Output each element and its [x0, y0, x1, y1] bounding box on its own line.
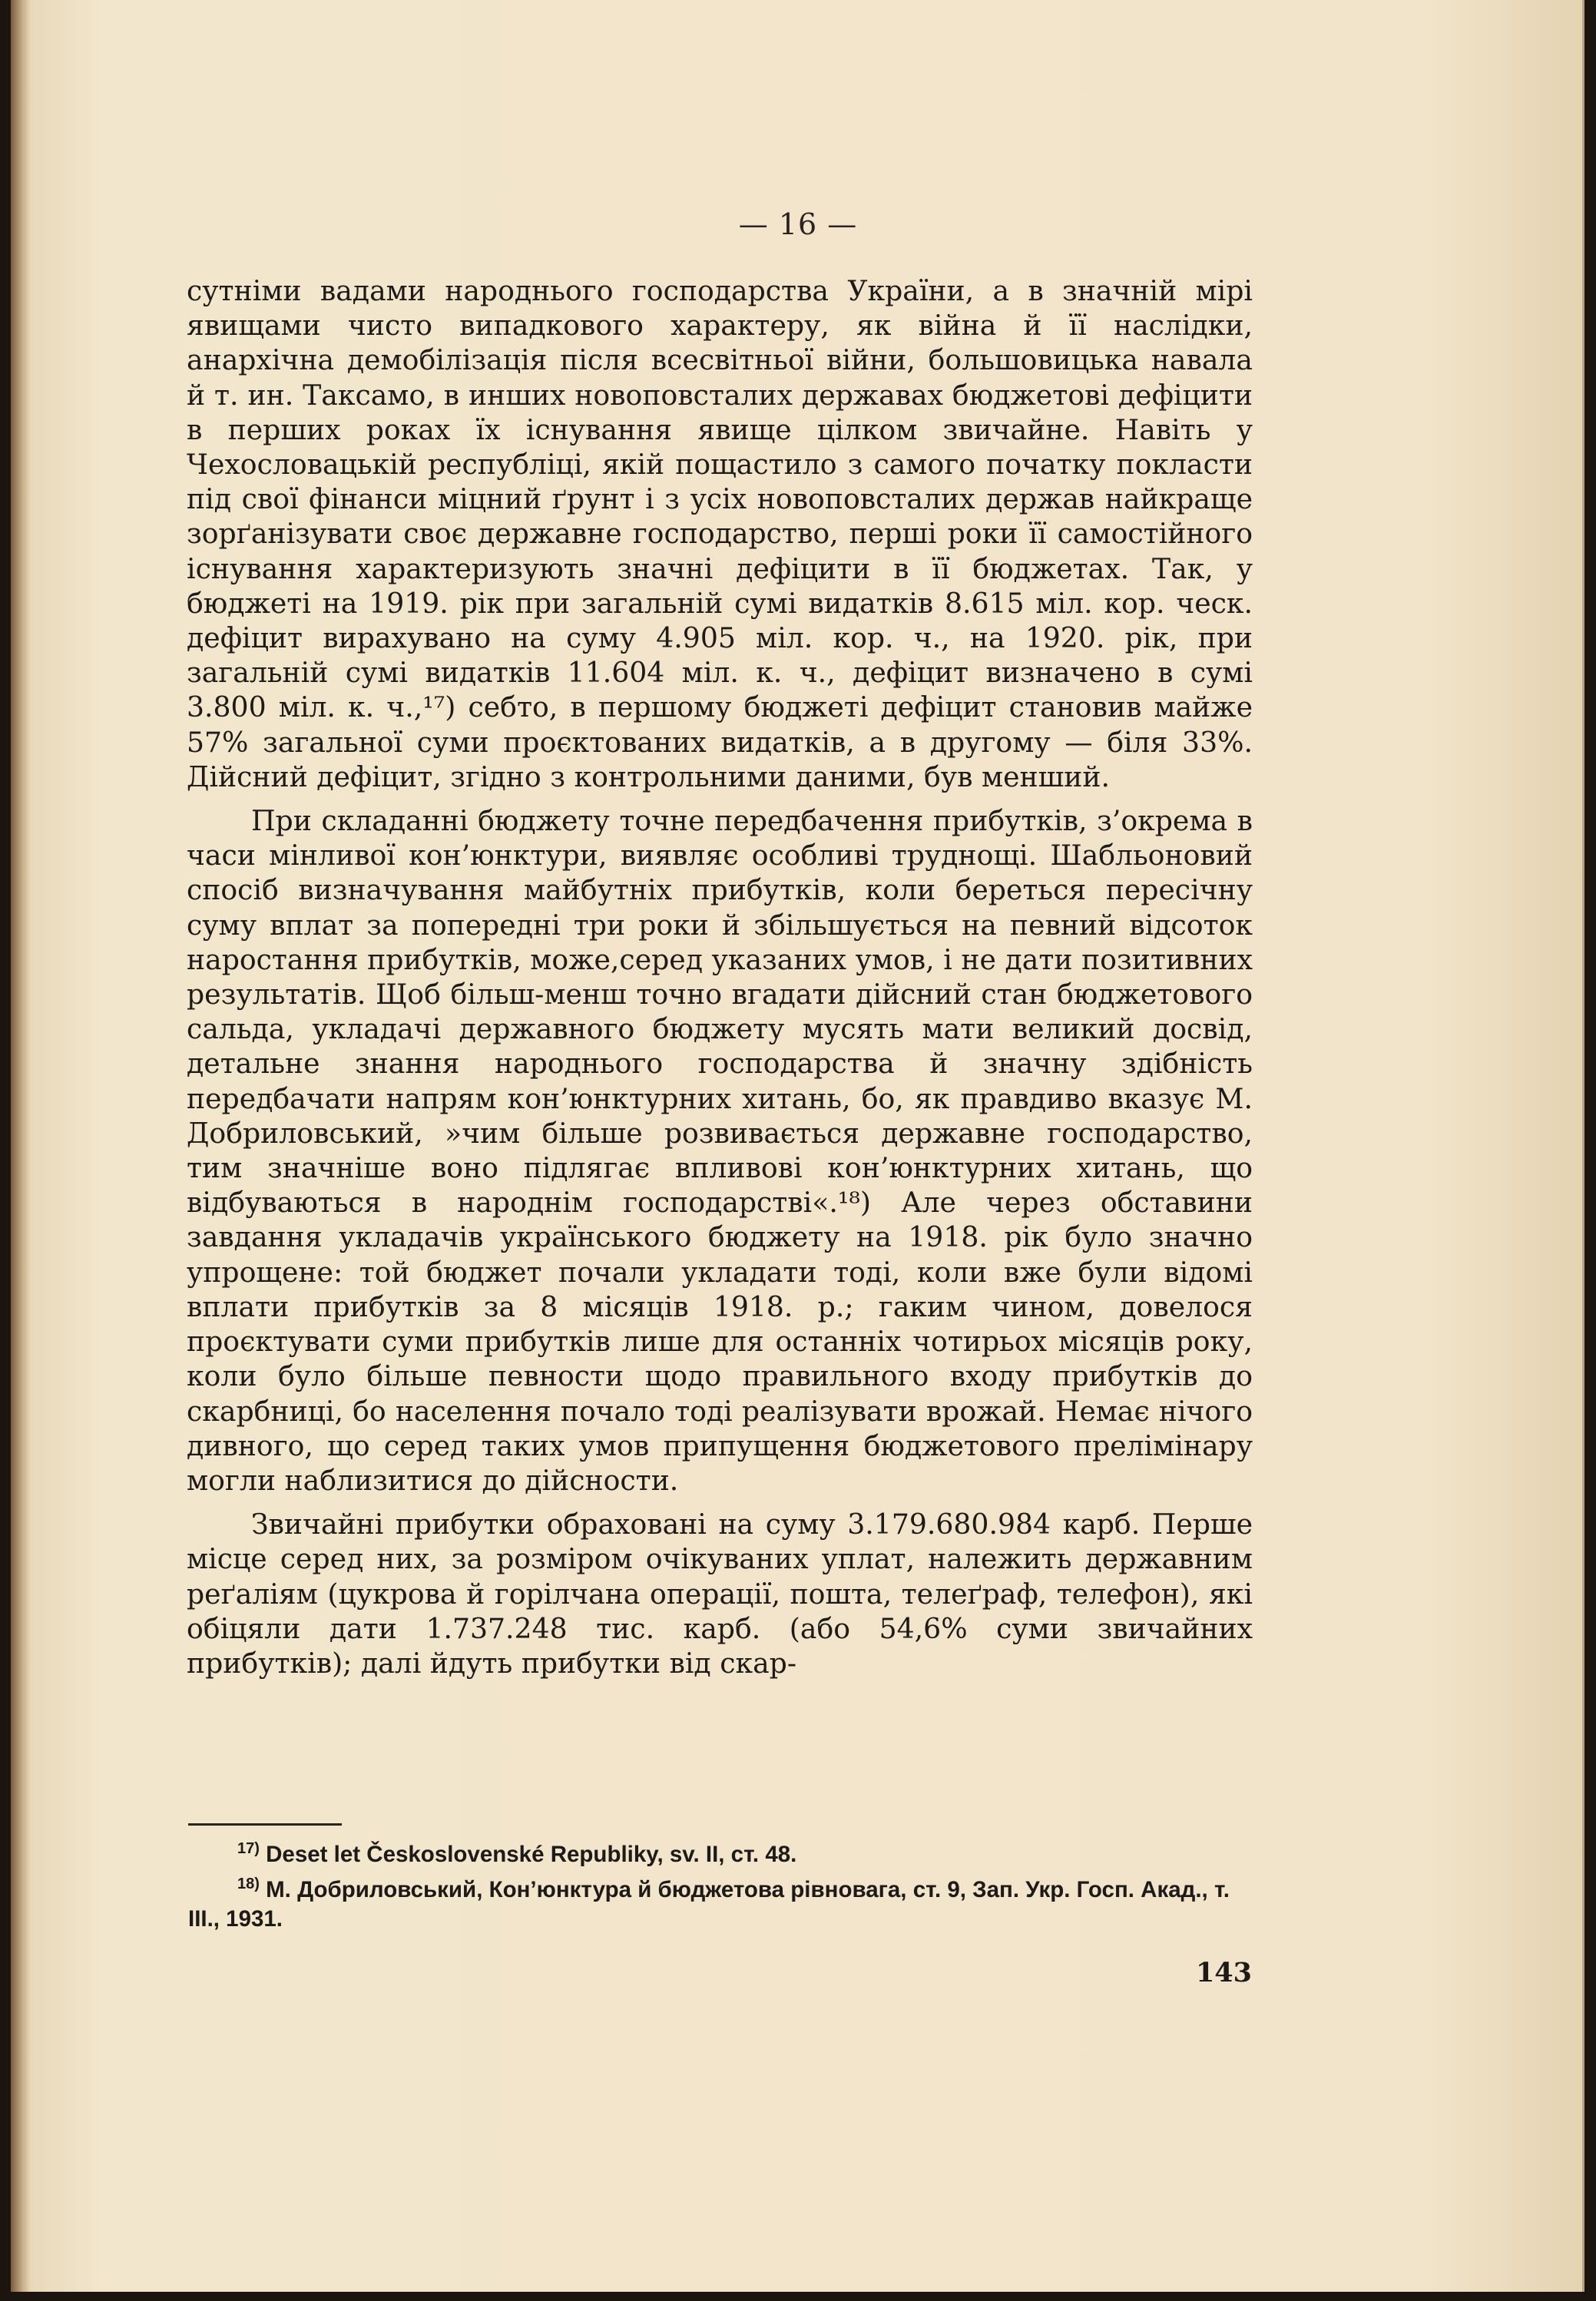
main-text — [187, 273, 1253, 1680]
footnote-18 — [188, 1869, 1256, 1934]
page-number: 143 — [1195, 1957, 1252, 1988]
running-head: — 16 — — [738, 207, 858, 241]
footnote-18-text: М. Добриловський, Кон’юнктура й бюджетова рівновага, ст. 9, Зап. Укр. Госп. Акад., т. III., 1931. — [188, 1876, 1230, 1932]
page-edge-shadow — [11, 0, 31, 2292]
paragraph-2: При складанні бюджету точне передбачення прибутків, з’окрема в часи мінливої кон’юнктури, виявляє особливі труднощі. Шабльоновий спосіб визначування майбутніх прибутків, коли береться пересічну суму вплат за попередні три роки й збільшується на певний відсоток наростання прибутків, може,серед указаних умов, і не дати позитивних результатів. Щоб більш-менш точно вгадати дійсний стан бюджетового сальда, укладачі державного бюджету мусять мати великий досвід, детальне знання народнього господарства й значну здібність передбачати напрям кон’юнктурних хитань, бо, як правдиво вказує М. Добриловський, »чим більше розвивається державне господарство, тим значніше воно підлягає впливові кон’юнктурних хитань, що відбуваються в народнім господарстві«.¹⁸) Але через обставини завдання укладачів українського бюджету на 1918. рік було значно упрощене: той бюджет почали укладати тоді, коли вже були відомі вплати прибутків за 8 місяців 1918. р.; гаким чином, довелося проєктувати суми прибутків лише для останніх чотирьох місяців року, коли було більше певности щодо правильного входу прибутків до скарбниці, бо населення почало тоді реалізувати врожай. Немає нічого дивного, що серед таких умов припущення бюджетового прелімінару могли наблизитися до дійсности. — [187, 804, 1253, 1497]
paragraph-3: Звичайні прибутки обраховані на суму 3.179.680.984 карб. Перше місце серед них, за розміром очікуваних уплат, належить державним реґаліям (цукрова й горілчана операції, пошта, телеґраф, телефон), які обіцяли дати 1.737.248 тис. карб. (або 54,6% суми звичайних прибутків); далі йдуть прибутки від скар- — [187, 1508, 1253, 1680]
footnote-18-mark: 18) — [237, 1875, 260, 1892]
footnote-17-text: Deset let Československé Republiky, sv. II, ст. 48. — [266, 1841, 797, 1867]
footnotes — [188, 1834, 1256, 1934]
footnote-divider — [188, 1823, 342, 1826]
paragraph-1: сутніми вадами народнього господарства України, а в значній мірі явищами чисто випадкового характеру, як війна й її наслідки, анархічна демобілізація після всесвітньої війни, большовицька навала й т. ин. Таксамо, в инших новоповсталих державах бюджетові дефіцити в перших роках їх існування явище цілком звичайне. Навіть у Чехословацькій республіці, якій пощастило з самого початку покласти під свої фінанси міцний ґрунт і з усіх новоповсталих держав найкраще зорґанізувати своє державне господарство, перші роки її самостійного існування характеризують значні дефіцити в її бюджетах. Так, у бюджеті на 1919. рік при загальній сумі видатків 8.615 міл. кор. ческ. дефіцит вирахувано на суму 4.905 міл. кор. ч., на 1920. рік, при загальній сумі видатків 11.604 міл. к. ч., дефіцит визначено в сумі 3.800 міл. к. ч.,¹⁷) себто, в першому бюджеті дефіцит становив майже 57% загальної суми проєктованих видатків, а в другому — біля 33%. Дійсний дефіцит, згідно з контрольними даними, був менший. — [187, 274, 1253, 793]
footnote-17-mark: 17) — [237, 1840, 260, 1857]
footnote-17 — [188, 1834, 1256, 1869]
